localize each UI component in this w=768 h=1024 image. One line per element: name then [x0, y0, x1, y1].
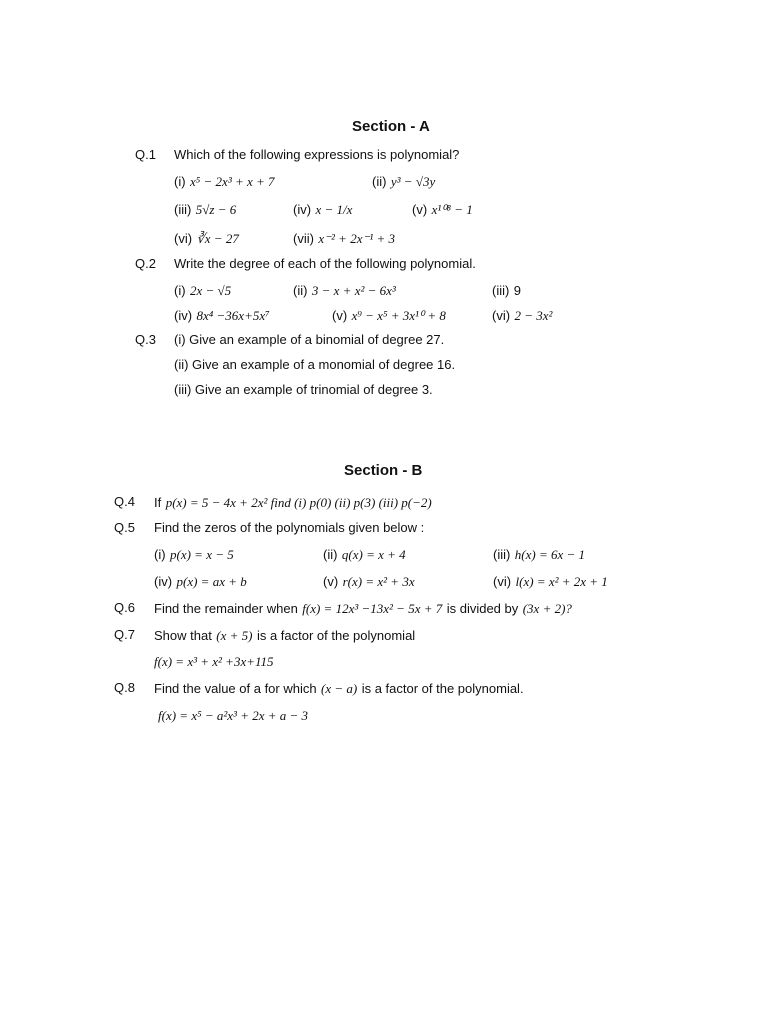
option-expr: q(x) = x + 4 — [341, 547, 406, 562]
q6-text-2: is divided by — [446, 601, 519, 616]
option-label: (ii) — [372, 174, 387, 189]
q7-number: Q.7 — [114, 627, 135, 642]
q6-text-1: Find the remainder when — [154, 601, 298, 616]
q7-expr-1: (x + 5) — [216, 628, 253, 643]
option-expr: y³ − √3y — [390, 174, 436, 189]
q4-expr: p(x) = 5 − 4x + 2x² find (i) p(0) (ii) p(3) (iii) p(−2) — [165, 495, 432, 510]
q2-option-ii — [293, 282, 396, 300]
option-expr: 5√z − 6 — [195, 202, 237, 217]
q5-text: Find the zeros of the polynomials given below : — [154, 520, 425, 535]
option-label: (iii) — [174, 202, 192, 217]
option-expr: r(x) = x² + 3x — [342, 574, 415, 589]
option-expr: p(x) = ax + b — [176, 574, 247, 589]
q7-text-1: Show that — [154, 628, 212, 643]
option-expr: 3 − x + x² − 6x³ — [311, 283, 396, 298]
option-label: (vi) — [492, 308, 511, 323]
q2-option-v — [332, 307, 446, 325]
q2-text: Write the degree of each of the following polynomial. — [174, 256, 476, 271]
q4-number: Q.4 — [114, 494, 135, 509]
q5-option-v — [323, 573, 415, 591]
option-label: (vi) — [174, 231, 193, 246]
option-label: (v) — [412, 202, 428, 217]
option-label: (iv) — [293, 202, 312, 217]
q3-line-1: (i) Give an example of a binomial of degree 27. — [174, 332, 445, 347]
option-expr: x − 1/x — [315, 202, 353, 217]
q5-option-iii — [493, 546, 585, 564]
q1-option-iii — [174, 201, 236, 219]
q8-polynomial: f(x) = x⁵ − a²x³ + 2x + a − 3 — [158, 708, 309, 723]
q8-expr-1: (x − a) — [321, 681, 358, 696]
q6-expr-1: f(x) = 12x³ −13x² − 5x + 7 — [302, 601, 443, 616]
option-expr: 9 — [513, 283, 522, 298]
option-label: (v) — [332, 308, 348, 323]
q8-text-1: Find the value of a for which — [154, 681, 317, 696]
q7-polynomial: f(x) = x³ + x² +3x+115 — [154, 654, 274, 669]
option-label: (vii) — [293, 231, 314, 246]
option-expr: x⁵ − 2x³ + x + 7 — [190, 174, 275, 189]
q1-option-iv — [293, 201, 352, 219]
option-label: (iv) — [154, 574, 173, 589]
q1-number: Q.1 — [135, 147, 156, 162]
q2-number: Q.2 — [135, 256, 156, 271]
section-b-title: Section - B — [344, 462, 423, 479]
q1-option-i — [174, 173, 275, 191]
option-expr: h(x) = 6x − 1 — [514, 547, 586, 562]
q6-expr-2: (3x + 2)? — [522, 601, 572, 616]
q1-text: Which of the following expressions is polynomial? — [174, 147, 460, 162]
option-expr: x¹⁰⁸ − 1 — [431, 202, 473, 217]
option-label: (v) — [323, 574, 339, 589]
option-expr: ∛x − 27 — [196, 231, 239, 246]
q5-option-ii — [323, 546, 406, 564]
q4-prefix: If — [154, 495, 162, 510]
q5-option-i — [154, 546, 234, 564]
option-label: (i) — [174, 283, 186, 298]
option-expr: p(x) = x − 5 — [170, 547, 234, 562]
option-expr: x⁹ − x⁵ + 3x¹⁰ + 8 — [351, 308, 446, 323]
q3-line-3: (iii) Give an example of trinomial of degree 3. — [174, 382, 433, 397]
q7-text-2: is a factor of the polynomial — [256, 628, 416, 643]
q1-option-vi — [174, 230, 239, 248]
option-expr: x⁻² + 2x⁻¹ + 3 — [318, 231, 395, 246]
q2-option-iii — [492, 282, 521, 300]
option-expr: 2x − √5 — [190, 283, 232, 298]
option-label: (iii) — [492, 283, 510, 298]
q6-number: Q.6 — [114, 600, 135, 615]
option-label: (i) — [154, 547, 166, 562]
section-a-title: Section - A — [352, 118, 430, 135]
option-label: (iv) — [174, 308, 193, 323]
option-label: (ii) — [323, 547, 338, 562]
option-label: (i) — [174, 174, 186, 189]
q5-option-vi — [493, 573, 608, 591]
option-label: (ii) — [293, 283, 308, 298]
option-expr: 2 − 3x² — [514, 308, 553, 323]
q3-number: Q.3 — [135, 332, 156, 347]
q4-question — [154, 494, 432, 512]
option-expr: 8x⁴ −36x+5x⁷ — [196, 308, 270, 323]
q5-number: Q.5 — [114, 520, 135, 535]
q8-text-2: is a factor of the polynomial. — [361, 681, 524, 696]
q1-option-vii — [293, 230, 395, 248]
q2-option-vi — [492, 307, 552, 325]
q8-number: Q.8 — [114, 680, 135, 695]
q1-option-v — [412, 201, 473, 219]
option-label: (iii) — [493, 547, 511, 562]
q3-line-2: (ii) Give an example of a monomial of degree 16. — [174, 357, 456, 372]
q5-option-iv — [154, 573, 247, 591]
option-label: (vi) — [493, 574, 512, 589]
q1-option-ii — [372, 173, 435, 191]
q7-question — [154, 627, 415, 645]
q8-question — [154, 680, 524, 698]
q6-question — [154, 600, 572, 618]
q2-option-iv — [174, 307, 270, 325]
option-expr: l(x) = x² + 2x + 1 — [515, 574, 608, 589]
q2-option-i — [174, 282, 231, 300]
